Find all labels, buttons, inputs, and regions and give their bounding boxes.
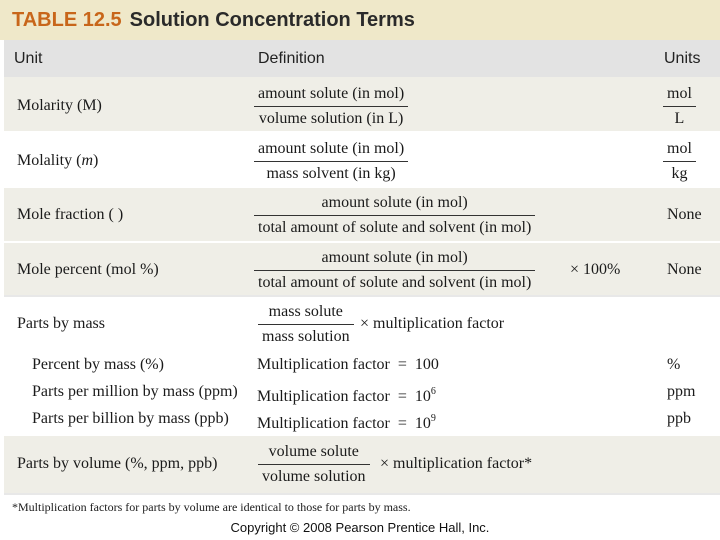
- parts-by-mass-denominator: mass solution: [262, 328, 350, 345]
- table-name: Solution Concentration Terms: [129, 9, 415, 31]
- parts-by-mass-definition: [258, 302, 354, 347]
- table-number: TABLE 12.5: [12, 9, 122, 31]
- parts-by-volume-denominator: volume solution: [262, 468, 366, 485]
- row-divider: [4, 241, 720, 243]
- header-definition: Definition: [258, 50, 325, 67]
- row-divider: [4, 131, 720, 133]
- header-unit: Unit: [14, 50, 43, 67]
- ppm-definition: [257, 382, 436, 407]
- molality-numerator: amount solute (in mol): [254, 139, 408, 162]
- ppm-exponent: 6: [430, 386, 436, 397]
- row-divider: [4, 186, 720, 188]
- mole-percent-numerator: amount solute (in mol): [254, 248, 535, 271]
- ppb-definition: [257, 409, 436, 434]
- molality-units: [663, 139, 696, 184]
- mole-percent-units: None: [667, 261, 702, 278]
- row-divider: [4, 493, 720, 495]
- molality-denominator: mass solvent (in kg): [266, 165, 396, 182]
- ppm-units: ppm: [667, 383, 696, 400]
- parts-by-volume-definition: [258, 442, 370, 487]
- mole-fraction-denominator: total amount of solute and solvent (in mol): [258, 219, 532, 236]
- molarity-units: [663, 84, 696, 129]
- mole-fraction-unit: Mole fraction ( ): [17, 206, 124, 223]
- molarity-units-denominator: L: [674, 110, 685, 127]
- ppb-exponent: 9: [430, 413, 436, 424]
- mole-fraction-definition: [254, 193, 535, 238]
- molarity-units-numerator: mol: [663, 84, 696, 107]
- percent-by-mass-units: %: [667, 356, 681, 373]
- ppb-units: ppb: [667, 410, 691, 427]
- mole-percent-definition: [254, 248, 535, 293]
- molarity-definition: [254, 84, 408, 129]
- mole-fraction-numerator: amount solute (in mol): [254, 193, 535, 216]
- row-divider: [4, 295, 720, 297]
- molality-unit: [17, 151, 98, 171]
- ppb-definition-text: Multiplication factor = 10: [257, 415, 431, 432]
- percent-by-mass-unit: Percent by mass (%): [32, 356, 164, 373]
- parts-by-volume-numerator: volume solute: [258, 442, 370, 465]
- parts-by-mass-numerator: mass solute: [258, 302, 354, 325]
- molality-unit-suffix: ): [93, 152, 99, 169]
- header-units: Units: [664, 50, 701, 67]
- molality-definition: [254, 139, 408, 184]
- mole-percent-multiplier: × 100%: [570, 261, 621, 278]
- ppm-unit: Parts per million by mass (ppm): [32, 383, 238, 400]
- ppm-definition-text: Multiplication factor = 10: [257, 388, 431, 405]
- parts-by-mass-multiplier: × multiplication factor: [360, 315, 505, 332]
- mole-percent-denominator: total amount of solute and solvent (in mol): [258, 274, 532, 291]
- molality-symbol: m: [81, 152, 93, 169]
- molarity-numerator: amount solute (in mol): [254, 84, 408, 107]
- title-bar: [0, 0, 720, 40]
- footnote: *Multiplication factors for parts by volume are identical to those for parts by mass.: [12, 500, 411, 514]
- molarity-denominator: volume solution (in L): [258, 110, 404, 127]
- molality-units-numerator: mol: [663, 139, 696, 162]
- parts-by-mass-unit: Parts by mass: [17, 315, 105, 332]
- table-header: [4, 40, 720, 77]
- molality-unit-prefix: Molality (: [17, 152, 82, 169]
- molarity-unit: Molarity (M): [17, 97, 102, 114]
- parts-by-volume-unit: Parts by volume (%, ppm, ppb): [17, 455, 218, 472]
- ppb-unit: Parts per billion by mass (ppb): [32, 410, 229, 427]
- parts-by-volume-multiplier: × multiplication factor*: [380, 455, 533, 472]
- mole-percent-unit: Mole percent (mol %): [17, 261, 159, 278]
- mole-fraction-units: None: [667, 206, 702, 223]
- percent-by-mass-definition: Multiplication factor = 100: [257, 356, 439, 373]
- copyright-notice: Copyright © 2008 Pearson Prentice Hall, Inc.: [230, 520, 490, 535]
- molality-units-denominator: kg: [671, 165, 688, 182]
- table-title: [12, 9, 415, 32]
